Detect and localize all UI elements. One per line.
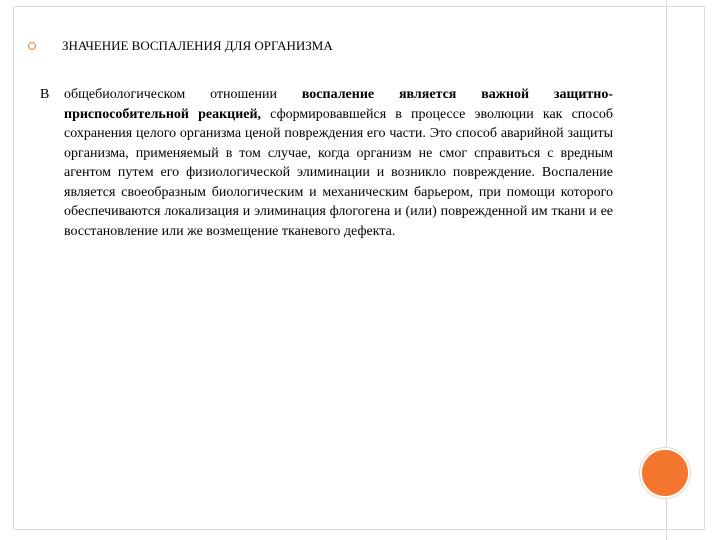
title-row — [28, 38, 333, 54]
paragraph-part-1: общебиологическом отношении — [64, 87, 302, 102]
paragraph-part-2: сформировавшейся в процессе эволюции как способ сохранения целого организма ценой повреждения его части. Это способ аварийной защиты организма, применяемый в том случае, когда организм не смог справиться с вредным агентом путем его физиологической элиминации и возникло повреждение. Воспаление является своеобразным биологическим и механическим барьером, при помощи которого обеспечиваются локализация и элиминация флогогена и (или) поврежденной им ткани и ее восстановление или же возмещение тканевого дефекта. — [64, 106, 613, 239]
decorative-circle-icon — [640, 448, 690, 498]
slide-title: ЗНАЧЕНИЕ ВОСПАЛЕНИЯ ДЛЯ ОРГАНИЗМА — [62, 38, 333, 53]
bullet-ring-icon — [28, 42, 36, 50]
paragraph-bold-phrase: воспаление является важной защитно-приспособительной реакцией, — [64, 87, 613, 122]
paragraph-first-letter: В — [40, 87, 50, 102]
body-paragraph — [64, 85, 613, 241]
